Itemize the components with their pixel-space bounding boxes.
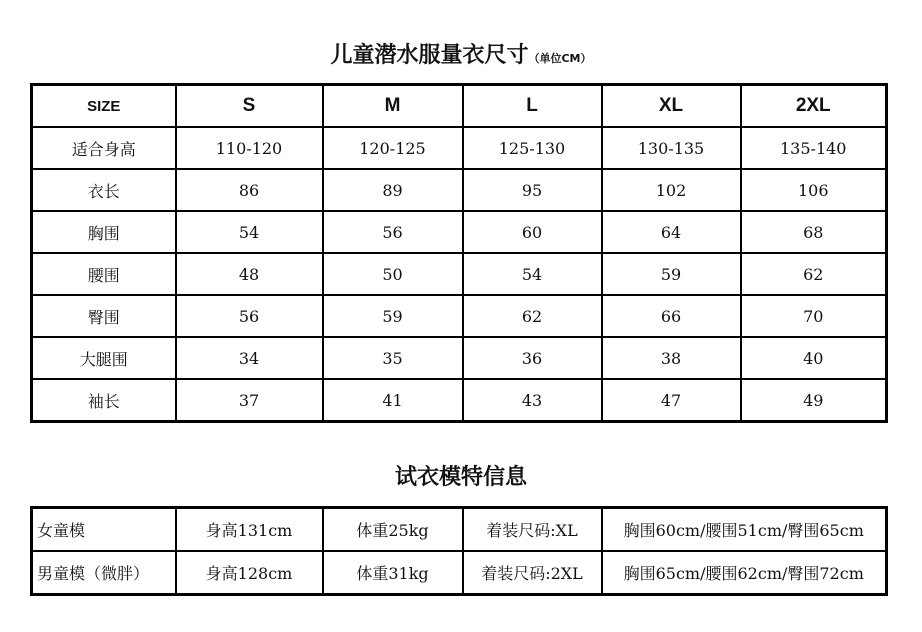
table-cell: 40 (741, 337, 887, 379)
table-cell: 胸围65cm/腰围62cm/臀围72cm (602, 551, 887, 595)
table-cell: 41 (323, 379, 463, 422)
table-cell: 体重25kg (323, 508, 463, 552)
table-cell: 106 (741, 169, 887, 211)
table-cell: 120-125 (323, 127, 463, 169)
table-cell: 54 (463, 253, 602, 295)
table-cell: 身高131cm (176, 508, 323, 552)
table-cell: 56 (176, 295, 323, 337)
header-row (32, 85, 887, 128)
table-cell: 60 (463, 211, 602, 253)
table-cell: 59 (602, 253, 741, 295)
table-cell: 130-135 (602, 127, 741, 169)
table-cell: 70 (741, 295, 887, 337)
table-cell: 62 (463, 295, 602, 337)
table-cell: 衣长 (32, 169, 176, 211)
table-cell: 腰围 (32, 253, 176, 295)
table-cell: 48 (176, 253, 323, 295)
table-cell: 体重31kg (323, 551, 463, 595)
table-cell: 66 (602, 295, 741, 337)
table-cell: 着装尺码:2XL (463, 551, 602, 595)
table-cell: 86 (176, 169, 323, 211)
table-row (32, 551, 887, 595)
table-cell: 着装尺码:XL (463, 508, 602, 552)
table-cell: 女童模 (32, 508, 176, 552)
table-cell: 35 (323, 337, 463, 379)
table-cell: 男童模（微胖） (32, 551, 176, 595)
title-text: 儿童潜水服量衣尺寸 (330, 43, 529, 68)
table-cell: 37 (176, 379, 323, 422)
table-cell: 68 (741, 211, 887, 253)
table-cell: 110-120 (176, 127, 323, 169)
table-cell: 95 (463, 169, 602, 211)
table-cell: 胸围60cm/腰围51cm/臀围65cm (602, 508, 887, 552)
table-cell: 38 (602, 337, 741, 379)
table-cell: 59 (323, 295, 463, 337)
size-table (30, 83, 888, 423)
table-cell: 43 (463, 379, 602, 422)
table-cell: SIZE (32, 85, 176, 128)
table-cell: 34 (176, 337, 323, 379)
table-row (32, 508, 887, 552)
table-cell: M (323, 85, 463, 128)
table-row (32, 253, 887, 295)
table-cell: 49 (741, 379, 887, 422)
table-cell: S (176, 85, 323, 128)
table-cell: 62 (741, 253, 887, 295)
table-row (32, 295, 887, 337)
table-cell: 54 (176, 211, 323, 253)
table-cell: 大腿围 (32, 337, 176, 379)
table-row (32, 379, 887, 422)
size-chart-title (0, 38, 922, 69)
table-cell: 胸围 (32, 211, 176, 253)
table-cell: 50 (323, 253, 463, 295)
table-cell: 适合身高 (32, 127, 176, 169)
title-unit: （单位CM） (528, 52, 592, 65)
table-cell: 56 (323, 211, 463, 253)
table-row (32, 169, 887, 211)
table-row (32, 127, 887, 169)
table-row (32, 211, 887, 253)
table-cell: L (463, 85, 602, 128)
table-cell: 36 (463, 337, 602, 379)
table-cell: 袖长 (32, 379, 176, 422)
table-cell: 47 (602, 379, 741, 422)
table-cell: 臀围 (32, 295, 176, 337)
table-cell: 64 (602, 211, 741, 253)
table-cell: 2XL (741, 85, 887, 128)
table-cell: 89 (323, 169, 463, 211)
model-info-title: 试衣模特信息 (394, 465, 527, 490)
table-cell: 身高128cm (176, 551, 323, 595)
table-row (32, 337, 887, 379)
table-cell: 102 (602, 169, 741, 211)
table-cell: 125-130 (463, 127, 602, 169)
model-table (30, 506, 888, 596)
table-cell: XL (602, 85, 741, 128)
table-cell: 135-140 (741, 127, 887, 169)
